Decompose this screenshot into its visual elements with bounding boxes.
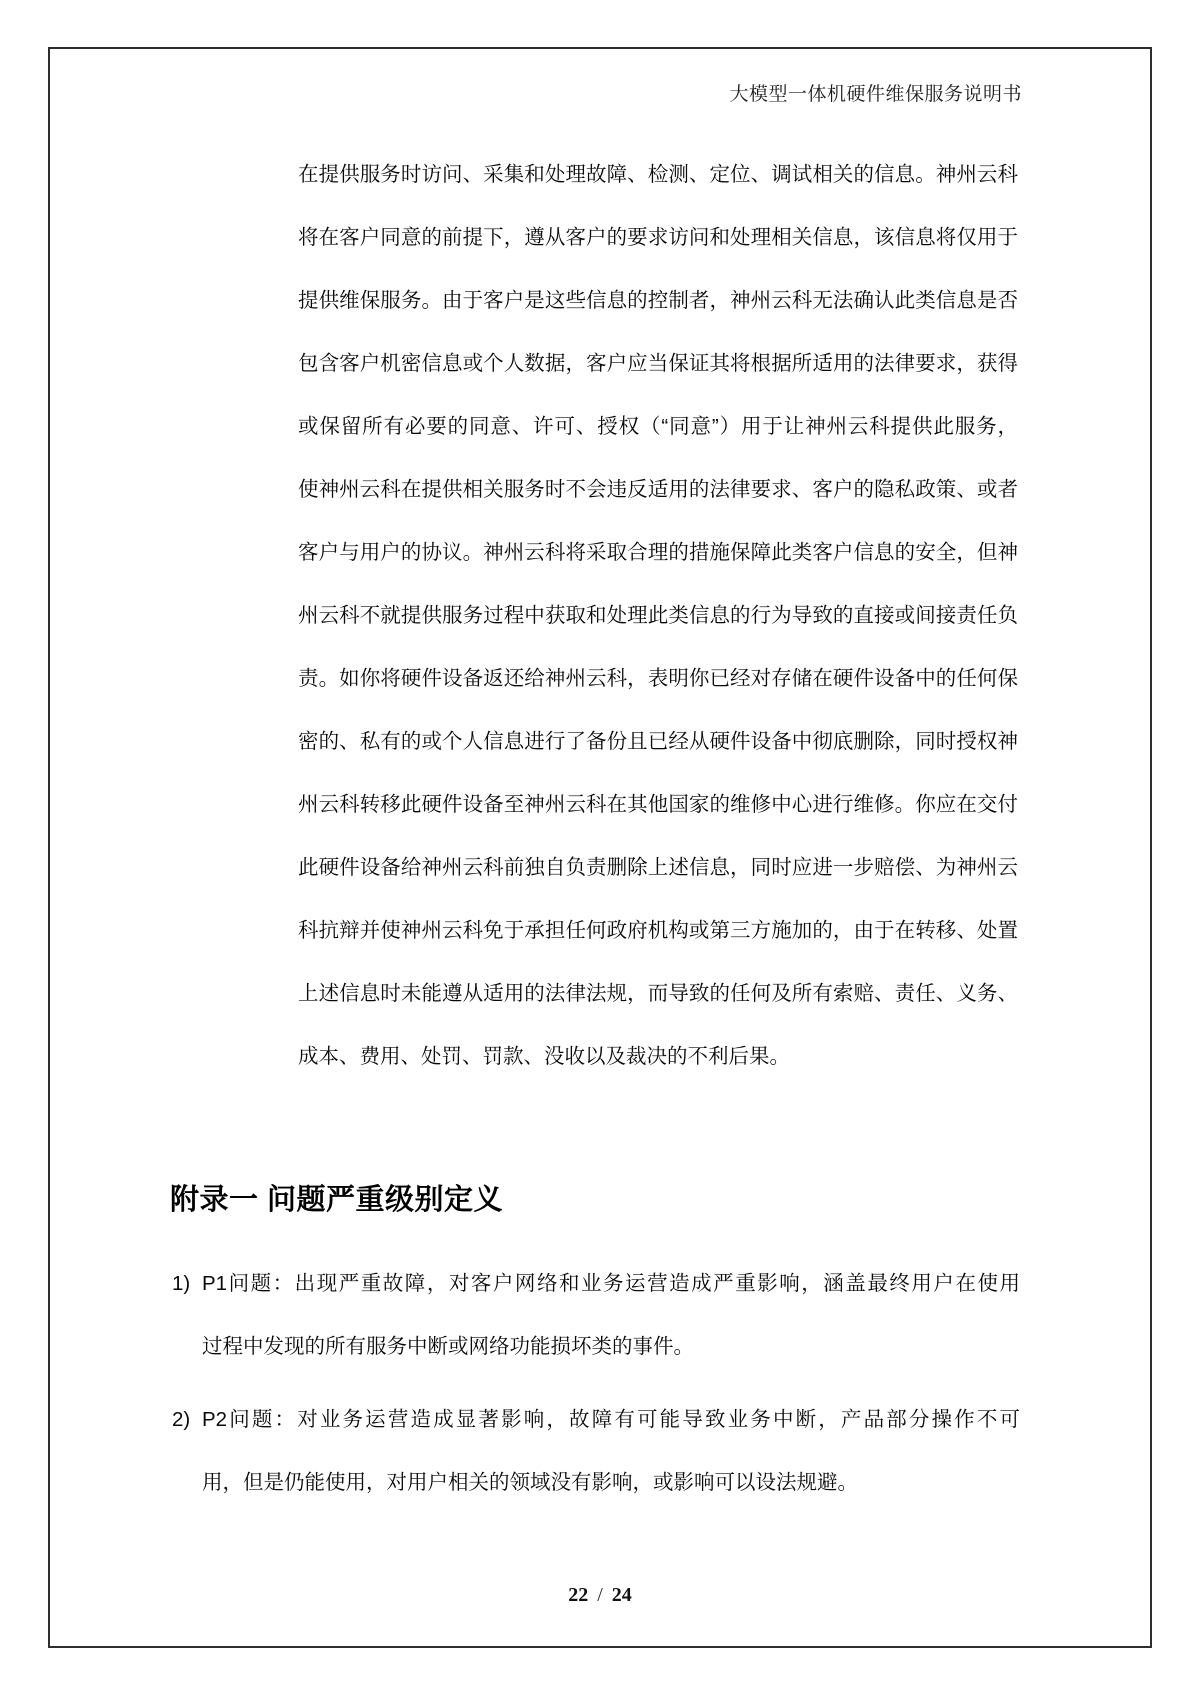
- paragraph-line: 包含客户机密信息或个人数据，客户应当保证其将根据所适用的法律要求，获得: [298, 352, 1018, 375]
- list-item: [172, 1388, 1020, 1514]
- paragraph-line: 提供维保服务。由于客户是这些信息的控制者，神州云科无法确认此类信息是否: [298, 289, 1018, 312]
- paragraph-line: 上述信息时未能遵从适用的法律法规，而导致的任何及所有索赔、责任、义务、: [298, 982, 1018, 1005]
- paragraph-line: 客户与用户的协议。神州云科将采取合理的措施保障此类客户信息的安全，但神: [298, 541, 1018, 564]
- list-item-text: [202, 1388, 1020, 1514]
- paragraph-line: 州云科转移此硬件设备至神州云科在其他国家的维修中心进行维修。你应在交付: [298, 793, 1018, 816]
- footer-page-number: [0, 1582, 1200, 1608]
- list-item-line: 过程中发现的所有服务中断或网络功能损坏类的事件。: [202, 1335, 694, 1358]
- severity-definition-list: [172, 1252, 1020, 1524]
- document-header-title: 大模型一体机硬件维保服务说明书: [729, 84, 1022, 105]
- list-item: [172, 1252, 1020, 1378]
- list-item-line: P2问题：对业务运营造成显著影响，故障有可能导致业务中断，产品部分操作不可: [202, 1408, 1020, 1431]
- paragraph-line: 将在客户同意的前提下，遵从客户的要求访问和处理相关信息，该信息将仅用于: [298, 226, 1018, 249]
- appendix-heading: 附录一 问题严重级别定义: [170, 1184, 504, 1216]
- list-item-line: 用，但是仍能使用，对用户相关的领域没有影响，或影响可以设法规避。: [202, 1471, 858, 1494]
- list-item-number: 1): [172, 1272, 191, 1295]
- paragraph-line: 此硬件设备给神州云科前独自负责删除上述信息，同时应进一步赔偿、为神州云: [298, 856, 1018, 879]
- paragraph-line: 责。如你将硬件设备返还给神州云科，表明你已经对存储在硬件设备中的任何保: [298, 667, 1018, 690]
- paragraph-line: 密的、私有的或个人信息进行了备份且已经从硬件设备中彻底删除，同时授权神: [298, 730, 1018, 753]
- paragraph-line: 科抗辩并使神州云科免于承担任何政府机构或第三方施加的，由于在转移、处置: [298, 919, 1018, 942]
- body-paragraph: [298, 143, 1018, 1088]
- list-item-line: P1问题：出现严重故障，对客户网络和业务运营造成严重影响，涵盖最终用户在使用: [202, 1272, 1020, 1295]
- paragraph-line: 成本、费用、处罚、罚款、没收以及裁决的不利后果。: [298, 1045, 790, 1068]
- page-current: 22: [568, 1584, 589, 1606]
- page-separator: /: [597, 1584, 603, 1606]
- paragraph-line: 在提供服务时访问、采集和处理故障、检测、定位、调试相关的信息。神州云科: [298, 163, 1018, 186]
- list-item-number: 2): [172, 1408, 191, 1431]
- page-total: 24: [611, 1584, 632, 1606]
- paragraph-line: 州云科不就提供服务过程中获取和处理此类信息的行为导致的直接或间接责任负: [298, 604, 1018, 627]
- paragraph-line: 使神州云科在提供相关服务时不会违反适用的法律要求、客户的隐私政策、或者: [298, 478, 1018, 501]
- list-item-text: [202, 1252, 1020, 1378]
- paragraph-line: 或保留所有必要的同意、许可、授权（“同意”）用于让神州云科提供此服务，: [298, 415, 1018, 438]
